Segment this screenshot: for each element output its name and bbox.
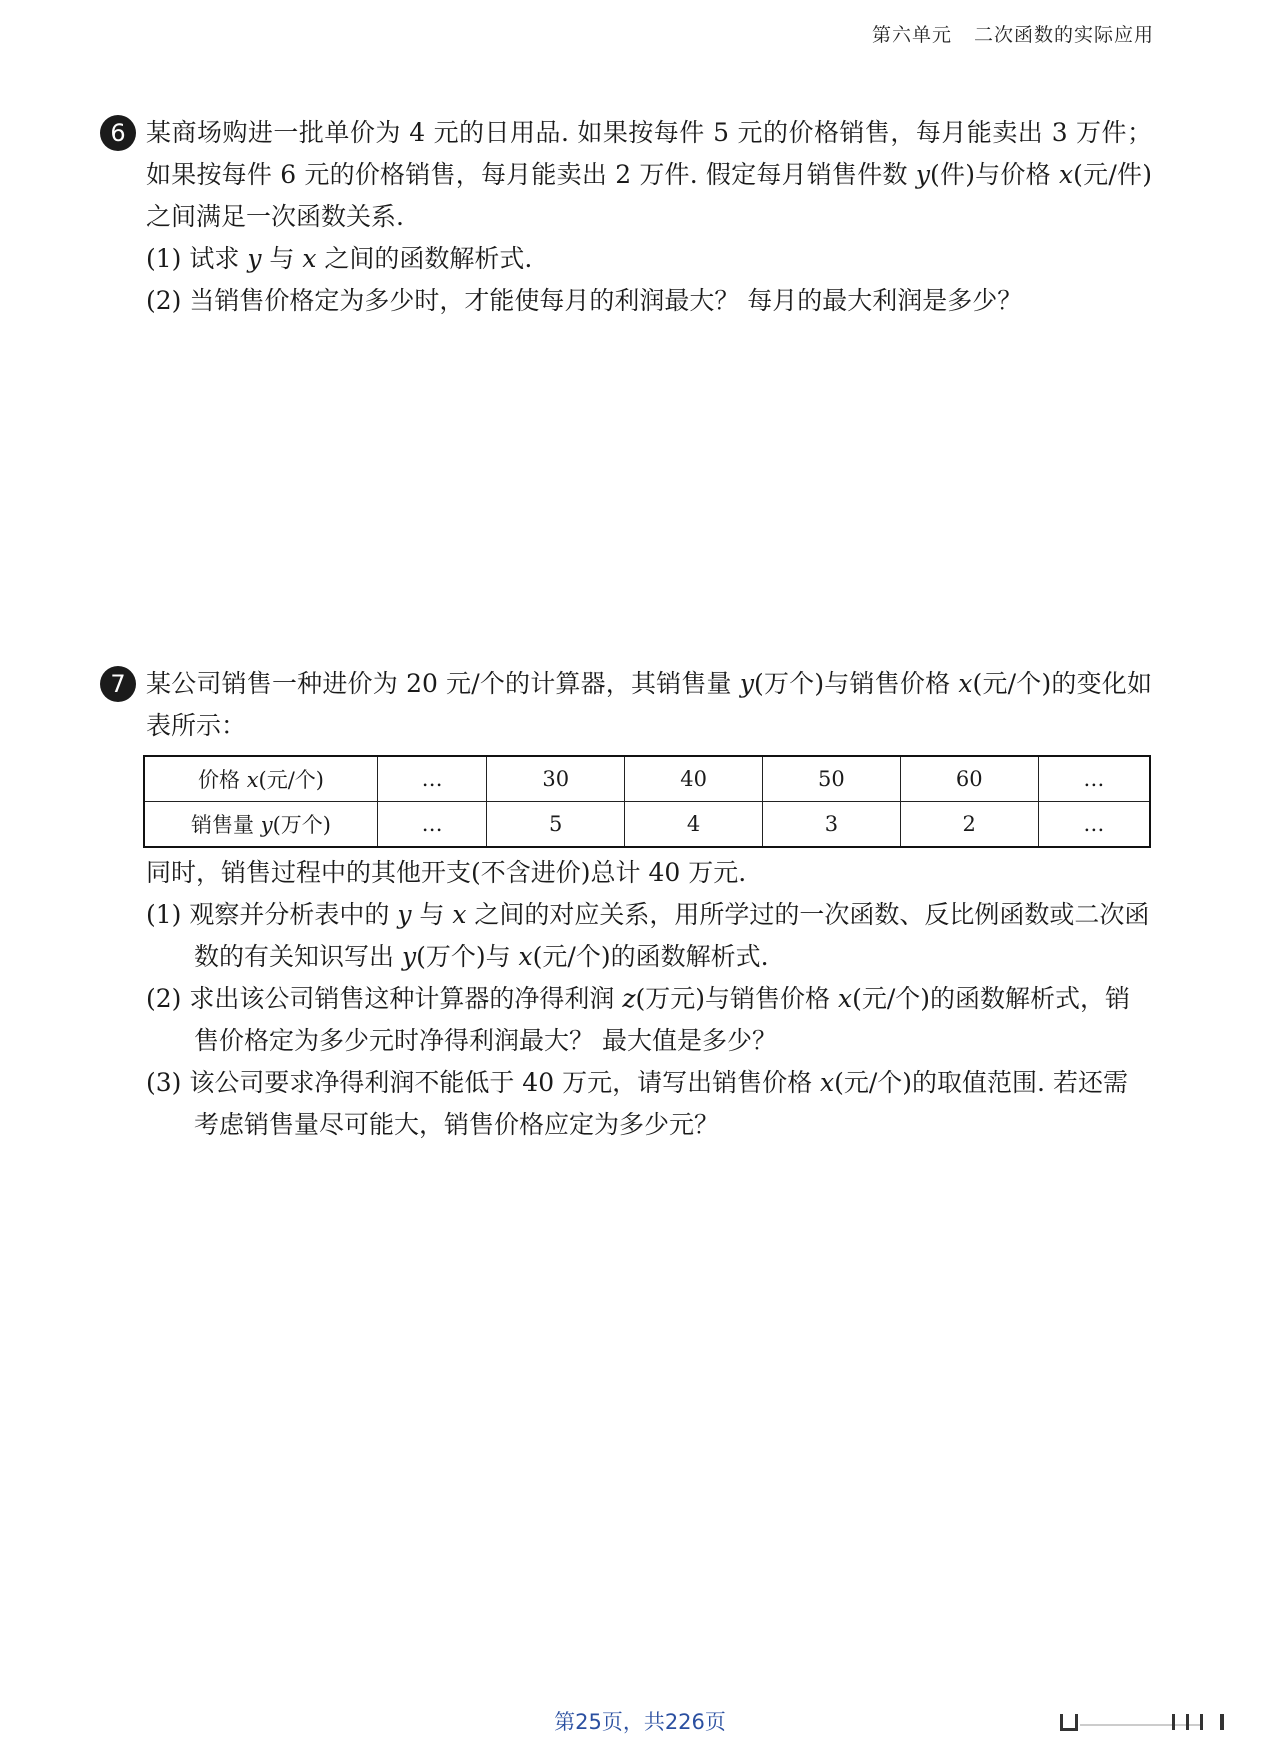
table-cell: … [378, 802, 487, 848]
unit-label: 第六单元 [871, 24, 952, 46]
question-stem: 某公司销售一种进价为 20 元/个的计算器，其销售量 y(万个)与销售价格 x(元/个)的变化如表所示： [146, 669, 1153, 740]
table-cell: 4 [625, 802, 763, 848]
table-cell: … [1038, 802, 1150, 848]
unit-title: 二次函数的实际应用 [973, 24, 1154, 46]
question-number-badge: 6 [100, 115, 136, 151]
scroll-tick [1186, 1714, 1189, 1730]
table-cell: 40 [625, 756, 763, 802]
table-row [144, 802, 1150, 848]
sub-question-2: (2) 当销售价格定为多少时，才能使每月的利润最大？ 每月的最大利润是多少？ [146, 286, 1023, 315]
question-number-badge: 7 [100, 666, 136, 702]
page-indicator: 第25页，共226页 [554, 1710, 726, 1734]
scroll-track[interactable] [1080, 1724, 1200, 1726]
scroll-thumb[interactable] [1220, 1714, 1224, 1730]
question-6 [100, 112, 1152, 322]
page-header [872, 20, 1154, 47]
table-cell: 3 [762, 802, 900, 848]
table-header-cell: 销售量 y(万个) [144, 802, 378, 848]
question-7 [100, 663, 1152, 1146]
sub-question-3: (3) 该公司要求净得利润不能低于 40 万元，请写出销售价格 x(元/个)的取值范围. 若还需考虑销售量尽可能大，销售价格应定为多少元？ [146, 1068, 1128, 1139]
table-row [144, 756, 1150, 802]
sub-question-2: (2) 求出该公司销售这种计算器的净得利润 z(万元)与销售价格 x(元/个)的函数解析式，销售价格定为多少元时净得利润最大？ 最大值是多少？ [146, 984, 1130, 1055]
table-cell: … [1038, 756, 1150, 802]
scroll-tick [1172, 1714, 1175, 1730]
page-scrollbar[interactable] [1060, 1714, 1250, 1730]
price-sales-table [143, 755, 1151, 848]
scroll-handle-icon[interactable] [1060, 1714, 1078, 1731]
question-stem: 某商场购进一批单价为 4 元的日用品. 如果按每件 5 元的价格销售，每月能卖出 3 万件；如果按每件 6 元的价格销售，每月能卖出 2 万件. 假定每月销售件数 y(件)与价格 x(元/件)之间满足一次函数关系. [146, 118, 1152, 231]
sub-question-1: (1) 试求 y 与 x 之间的函数解析式. [146, 244, 533, 273]
table-cell: 60 [900, 756, 1038, 802]
table-cell: 2 [900, 802, 1038, 848]
sub-question-1: (1) 观察并分析表中的 y 与 x 之间的对应关系，用所学过的一次函数、反比例函数或二次函数的有关知识写出 y(万个)与 x(元/个)的函数解析式. [146, 900, 1150, 971]
table-cell: 30 [487, 756, 625, 802]
table-cell: … [378, 756, 487, 802]
additional-condition: 同时，销售过程中的其他开支(不含进价)总计 40 万元. [146, 858, 747, 887]
scroll-tick [1200, 1714, 1203, 1730]
table-header-cell: 价格 x(元/个) [144, 756, 378, 802]
table-cell: 50 [762, 756, 900, 802]
table-cell: 5 [487, 802, 625, 848]
